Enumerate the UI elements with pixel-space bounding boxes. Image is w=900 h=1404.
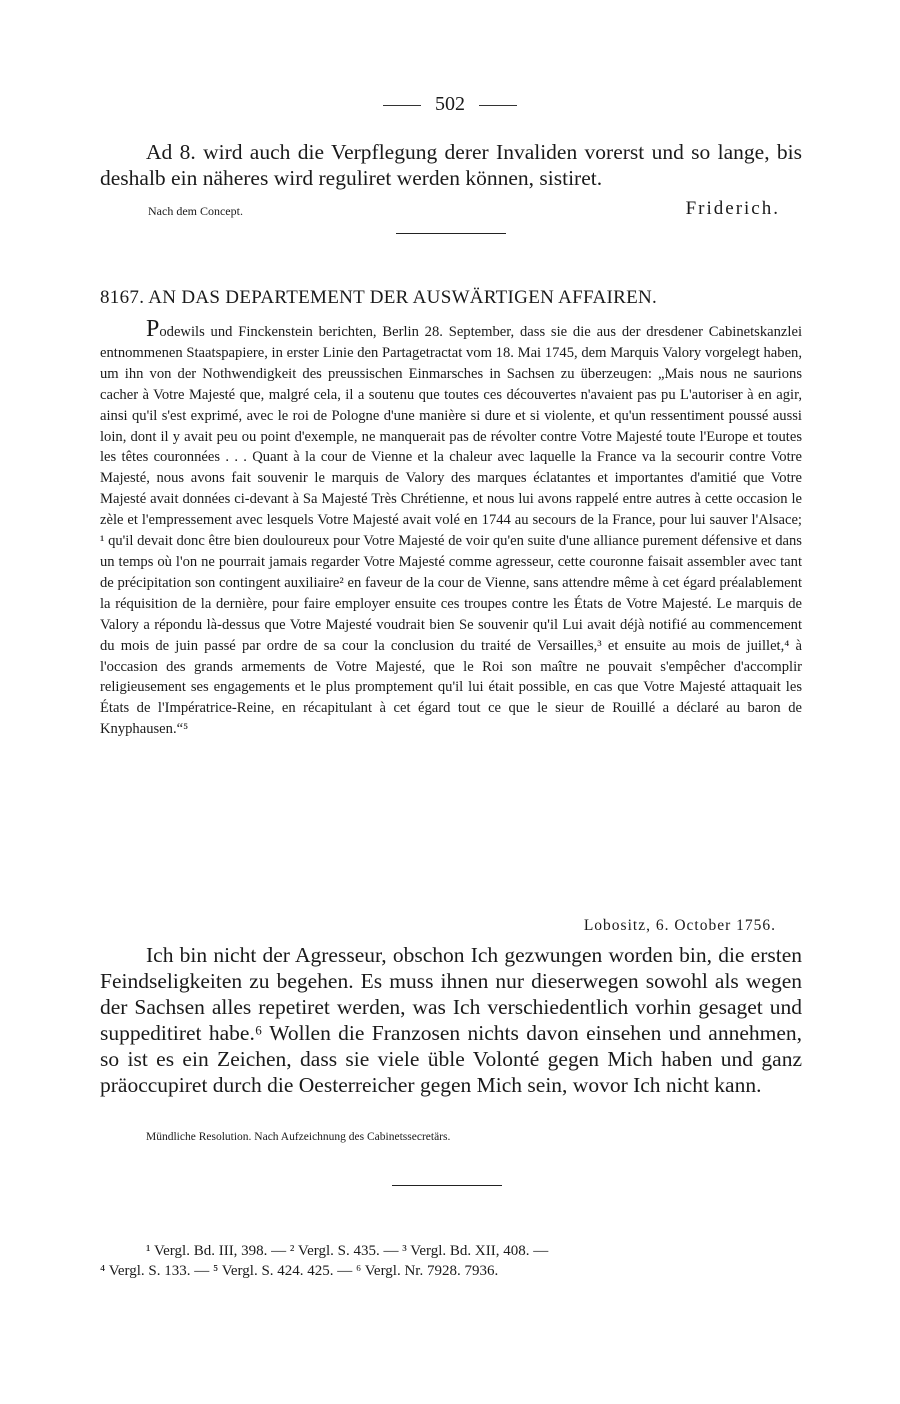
footnotes [100,1241,800,1281]
dateline: Lobositz, 6. October 1756. [583,917,776,934]
page-number: 502 [435,93,465,115]
source-note-resolution: Mündliche Resolution. Nach Aufzeichnung des Cabinetssecretärs. [146,1131,451,1143]
source-note-concept: Nach dem Concept. [148,204,243,218]
footnote-line: ¹ Vergl. Bd. III, 398. — ² Vergl. S. 435. — ³ Vergl. Bd. XII, 408. — [146,1243,549,1259]
resolution-paragraph: Ich bin nicht der Agresseur, obschon Ich gezwungen worden bin, die ersten Feindseligkeiten zu begehen. Es muss ihnen nur dieserwegen sowohl als wegen der Sachsen alles repetiret werden, was Ich verschiedentlich vorhin gesaget und suppeditiret habe.⁶ Wollen die Franzosen nichts davon einsehen und annehmen, so ist es ein Zeichen, dass sie viele üble Volonté gegen Mich haben und ganz präoccupiret durch die Oesterreicher gegen Mich sein, wovor Ich nicht kann. [100,943,802,1097]
report-text: odewils und Finckenstein berichten, Berlin 28. September, dass sie die aus der dresdener Cabinetskanzlei entnommenen Staatspapiere, in erster Linie den Partagetractat vom 18. Mai 1745, dem Marquis Valory vorgelegt haben, um ihn von der Nothwendigkeit des preussischen Einmarsches in Sachsen zu überzeugen: „Mais nous ne saurions cacher à Votre Majesté que, malgré cela, il a soutenu que toutes ces découvertes n'avaient pas pu L'autoriser à en agir, ainsi qu'il s'est exprimé, avec le roi de Pologne d'une manière si dure et si violente, et qu'un ressentiment poussé aussi loin, dont il y avait peu ou point d'exemple, ne manquerait pas de révolter contre Votre Majesté toute l'Europe et toutes les têtes couronnées . . . Quant à la cour de Vienne et la chaleur avec laquelle la France va la secourir contre Votre Majesté, nous avons fait souvenir le marquis de Valory des marques éclatantes et importantes d'amitié que Votre Majesté avait données ci-devant à Sa Majesté Très Chrétienne, et nous lui avons rappelé entre autres à cette occasion le zèle et l'empressement avec lesquels Votre Majesté avait volé en 1744 au secours de la France, pour lui sauver l'Alsace; ¹ qu'il devait donc être bien douloureux pour Votre Majesté de voir qu'en suite d'une alliance purement défensive et dans un temps où l'on ne pourrait jamais regarder Votre Majesté comme agresseur, cette couronne faisait assembler avec tant de précipitation son contingent auxiliaire² en faveur de la cour de Vienne, sans attendre même à cet égard préalablement la réquisition de la dernière, pour faire employer ensuite ces troupes contre les États de Votre Majesté. Le marquis de Valory a répondu là-dessus que Votre Majesté voudrait bien Se souvenir qu'il Lui avait déjà notifié au commencement du mois de juin passé par ordre de sa cour la conclusion du traité de Versailles,³ et ensuite au mois de juillet,⁴ à l'occasion des grands armements de Votre Majesté, que le Roi son maître ne pouvait s'empêcher d'accomplir religieusement ses engagements et le plus promptement qu'il lui était possible, en cas que Votre Majesté attaquait les États de l'Impératrice-Reine, en récapitulant à cet égard tout ce que le sieur de Rouillé a déclaré au baron de Knyphausen.“⁵ [100,324,802,738]
header-dash-right [479,105,517,106]
footnote-line: ⁴ Vergl. S. 133. — ⁵ Vergl. S. 424. 425. — ⁶ Vergl. Nr. 7928. 7936. [100,1263,499,1279]
signature: Friderich. [685,198,780,219]
section-divider-bottom [392,1185,502,1186]
top-paragraph: Ad 8. wird auch die Verpflegung derer Invaliden vorerst und so lange, bis deshalb ein näheres wird reguliret werden können, sistiret. [100,140,802,190]
report-initial: P [146,316,160,342]
report-paragraph [100,316,802,740]
document-heading: 8167. AN DAS DEPARTEMENT DER AUSWÄRTIGEN AFFAIREN. [100,287,658,308]
section-divider-top [396,233,506,234]
page-header [0,92,900,116]
header-dash-left [383,105,421,106]
